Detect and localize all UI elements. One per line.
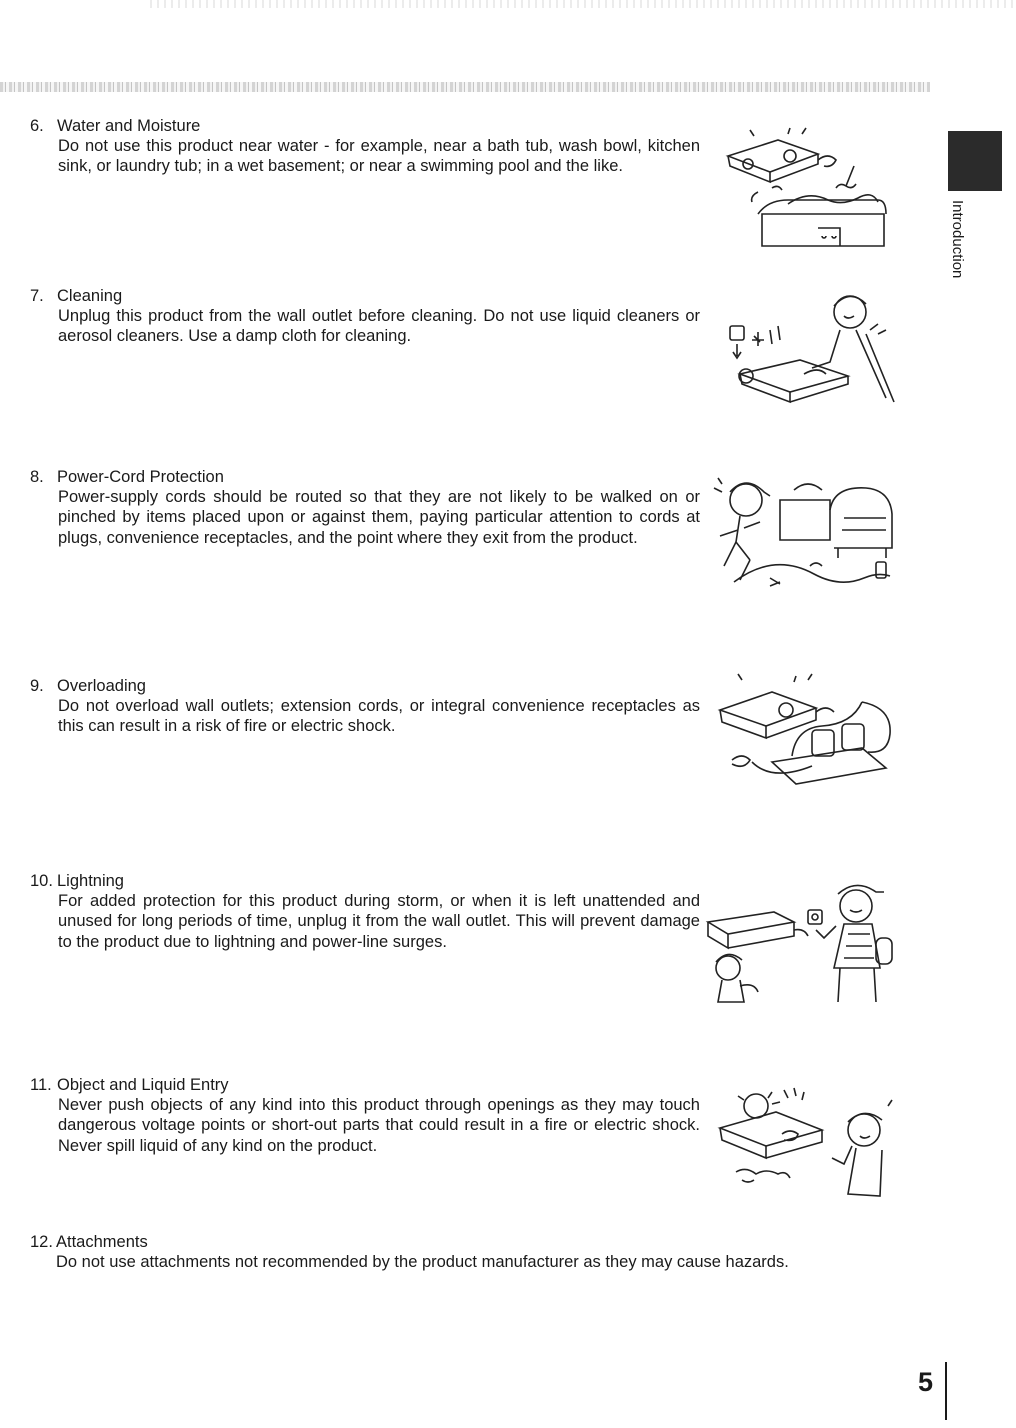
item-text: Do not use this product near water - for example, near a bath tub, wash bowl, kitchen sink, or laundry tub; in a wet basement; or near a swimming pool and the like. (58, 137, 700, 176)
item-text: Never push objects of any kind into this product through openings as they may touch dangerous voltage points or short-out parts that could result in a fire or electric shock. Never spill liquid of any kind on the product. (58, 1096, 700, 1155)
item-object-and-liquid-entry (30, 1075, 700, 1156)
item-heading (30, 676, 700, 696)
man-unplugging-projector-icon (704, 878, 894, 1008)
scan-artifact-top (150, 0, 1016, 8)
child-tripping-on-cord-icon (710, 470, 896, 596)
item-text: Do not use attachments not recommended by the product manufacturer as they may cause hazards. (56, 1253, 789, 1271)
item-heading (30, 286, 700, 306)
item-power-cord-protection (30, 467, 700, 548)
item-heading (30, 116, 700, 136)
overloaded-outlet-icon (712, 672, 896, 792)
item-title: Attachments (56, 1233, 148, 1251)
section-tab-marker (948, 131, 1002, 191)
item-heading (30, 1075, 700, 1095)
page-number: 5 (918, 1367, 934, 1397)
liquid-spill-icon (712, 1086, 898, 1202)
section-tab-label (948, 200, 972, 300)
man-cleaning-projector-icon (720, 286, 896, 406)
item-number: 9. (30, 677, 44, 695)
item-heading (30, 1232, 900, 1252)
projector-near-sink-icon (718, 126, 894, 252)
item-lightning (30, 871, 700, 952)
item-overloading (30, 676, 700, 737)
item-heading (30, 871, 700, 891)
item-number: 11. (30, 1076, 52, 1094)
item-text: Unplug this product from the wall outlet before cleaning. Do not use liquid cleaners or aerosol cleaners. Use a damp cloth for cleaning. (58, 307, 700, 346)
item-title: Overloading (57, 677, 146, 695)
item-title: Object and Liquid Entry (57, 1076, 229, 1094)
item-number: 7. (30, 287, 44, 305)
item-title: Power-Cord Protection (57, 468, 224, 486)
item-title: Water and Moisture (57, 117, 201, 135)
item-cleaning (30, 286, 700, 347)
page-number-divider (945, 1362, 947, 1420)
scan-artifact-line (0, 82, 930, 92)
item-text: For added protection for this product during storm, or when it is left unattended and unused for long periods of time, unplug it from the wall outlet. This will prevent damage to the product due to lightning and power-line surges. (58, 892, 700, 951)
item-heading (30, 467, 700, 487)
item-title: Cleaning (57, 287, 123, 305)
item-text: Do not overload wall outlets; extension cords, or integral convenience receptacles as this can result in a risk of fire or electric shock. (58, 697, 700, 736)
item-number: 10. (30, 872, 53, 890)
item-number: 8. (30, 468, 44, 486)
item-attachments (30, 1232, 900, 1272)
item-title: Lightning (57, 872, 124, 890)
item-text: Power-supply cords should be routed so that they are not likely to be walked on or pinched by items placed upon or against them, paying particular attention to cords at plugs, convenience receptacles, and the point where they exit from the product. (58, 488, 700, 547)
item-water-and-moisture (30, 116, 700, 177)
item-number: 6. (30, 117, 44, 135)
section-tab-text: Introduction (949, 200, 966, 279)
item-number: 12. (30, 1233, 53, 1251)
